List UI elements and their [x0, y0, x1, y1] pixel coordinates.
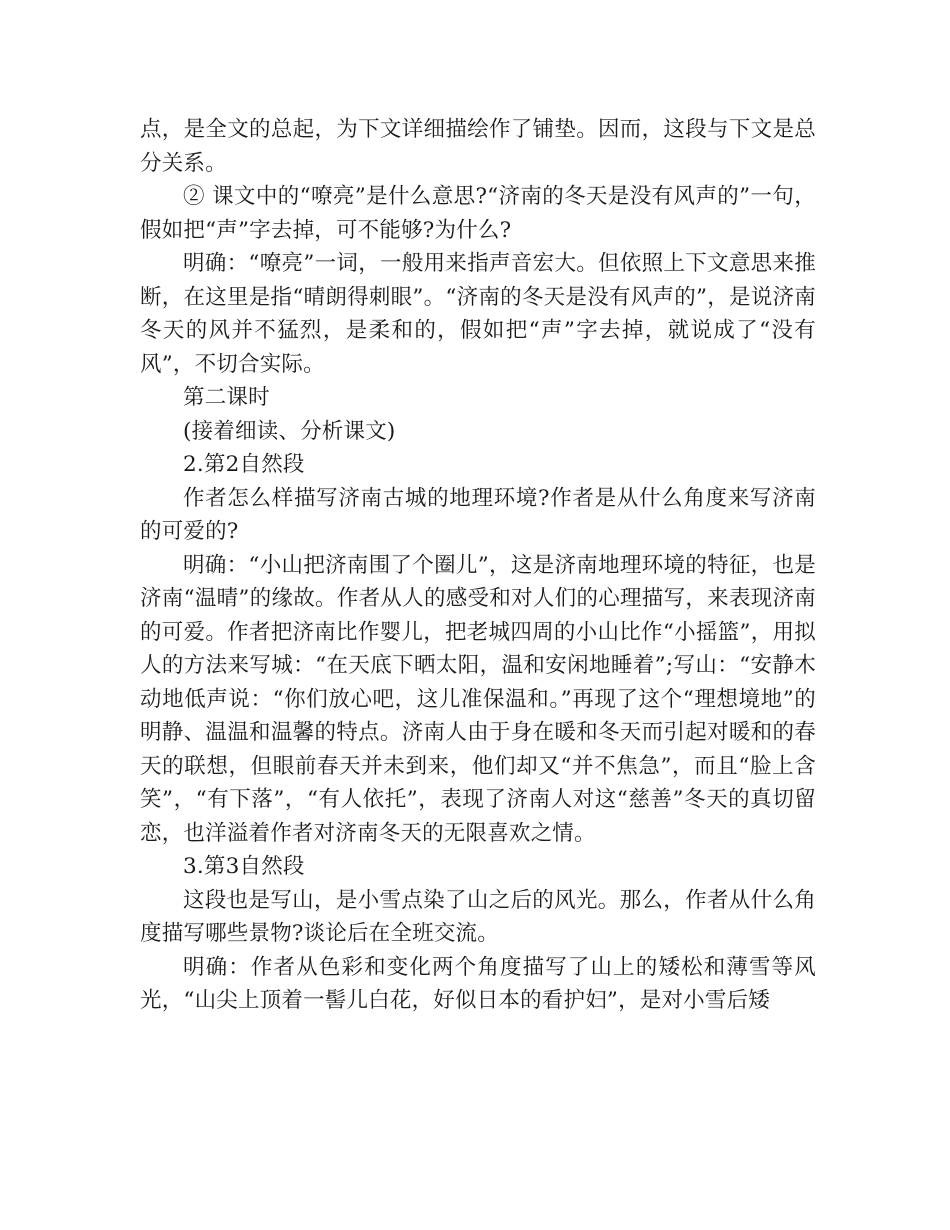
paragraph-5: (接着细读、分析课文) — [183, 418, 396, 444]
paragraph-10: 这段也是写山，是小雪点染了山之后的风光。那么，作者从什么角度描写哪些景物?谈论后在全班交流。 — [140, 887, 816, 946]
paragraph-2: ② 课文中的“嘹亮”是什么意思?“济南的冬天是没有风声的”一句，假如把“声”字去掉，可不能够?为什么? — [140, 184, 816, 243]
paragraph-8: 明确：“小山把济南围了个圈儿”，这是济南地理环境的特征，也是济南“温晴”的缘故。作者从人的感受和对人们的心理描写，来表现济南的可爱。作者把济南比作婴儿，把老城四周的小山比作“小摇篮”，用拟人的方法来写城：“在天底下晒太阳，温和安闲地睡着”;写山：“安静木动地低声说：“你们放心吧，这儿准保温和。”再现了这个“理想境地”的明静、温温和温馨的特点。济南人由于身在暖和冬天而引起对暖和的春天的联想，但眼前春天并未到来，他们却又“并不焦急”，而且“脸上含笑”，“有下落”，“有人依托”，表现了济南人对这“慈善”冬天的真切留恋，也洋溢着作者对济南冬天的无限喜欢之情。 — [140, 552, 816, 846]
paragraph-7: 作者怎么样描写济南古城的地理环境?作者是从什么角度来写济南的可爱的? — [140, 485, 816, 544]
paragraph-3: 明确：“嘹亮”一词，一般用来指声音宏大。但依照上下文意思来推断，在这里是指“晴朗得刺眼”。“济南的冬天是没有风声的”，是说济南冬天的风并不猛烈，是柔和的，假如把“声”字去掉，就说成了“没有风”，不切合实际。 — [140, 251, 816, 377]
section-heading-lesson-2: 第二课时 — [183, 385, 270, 410]
paragraph-11: 明确：作者从色彩和变化两个角度描写了山上的矮松和薄雪等风光，“山尖上顶着一髻儿白花，好似日本的看护妇”，是对小雪后矮 — [140, 954, 816, 1013]
section-heading-para-2: 2.第2自然段 — [183, 452, 305, 477]
section-heading-para-3: 3.第3自然段 — [183, 854, 305, 879]
paragraph-1: 点，是全文的总起，为下文详细描绘作了铺垫。因而，这段与下文是总分关系。 — [140, 117, 816, 176]
document-page — [140, 113, 816, 1018]
